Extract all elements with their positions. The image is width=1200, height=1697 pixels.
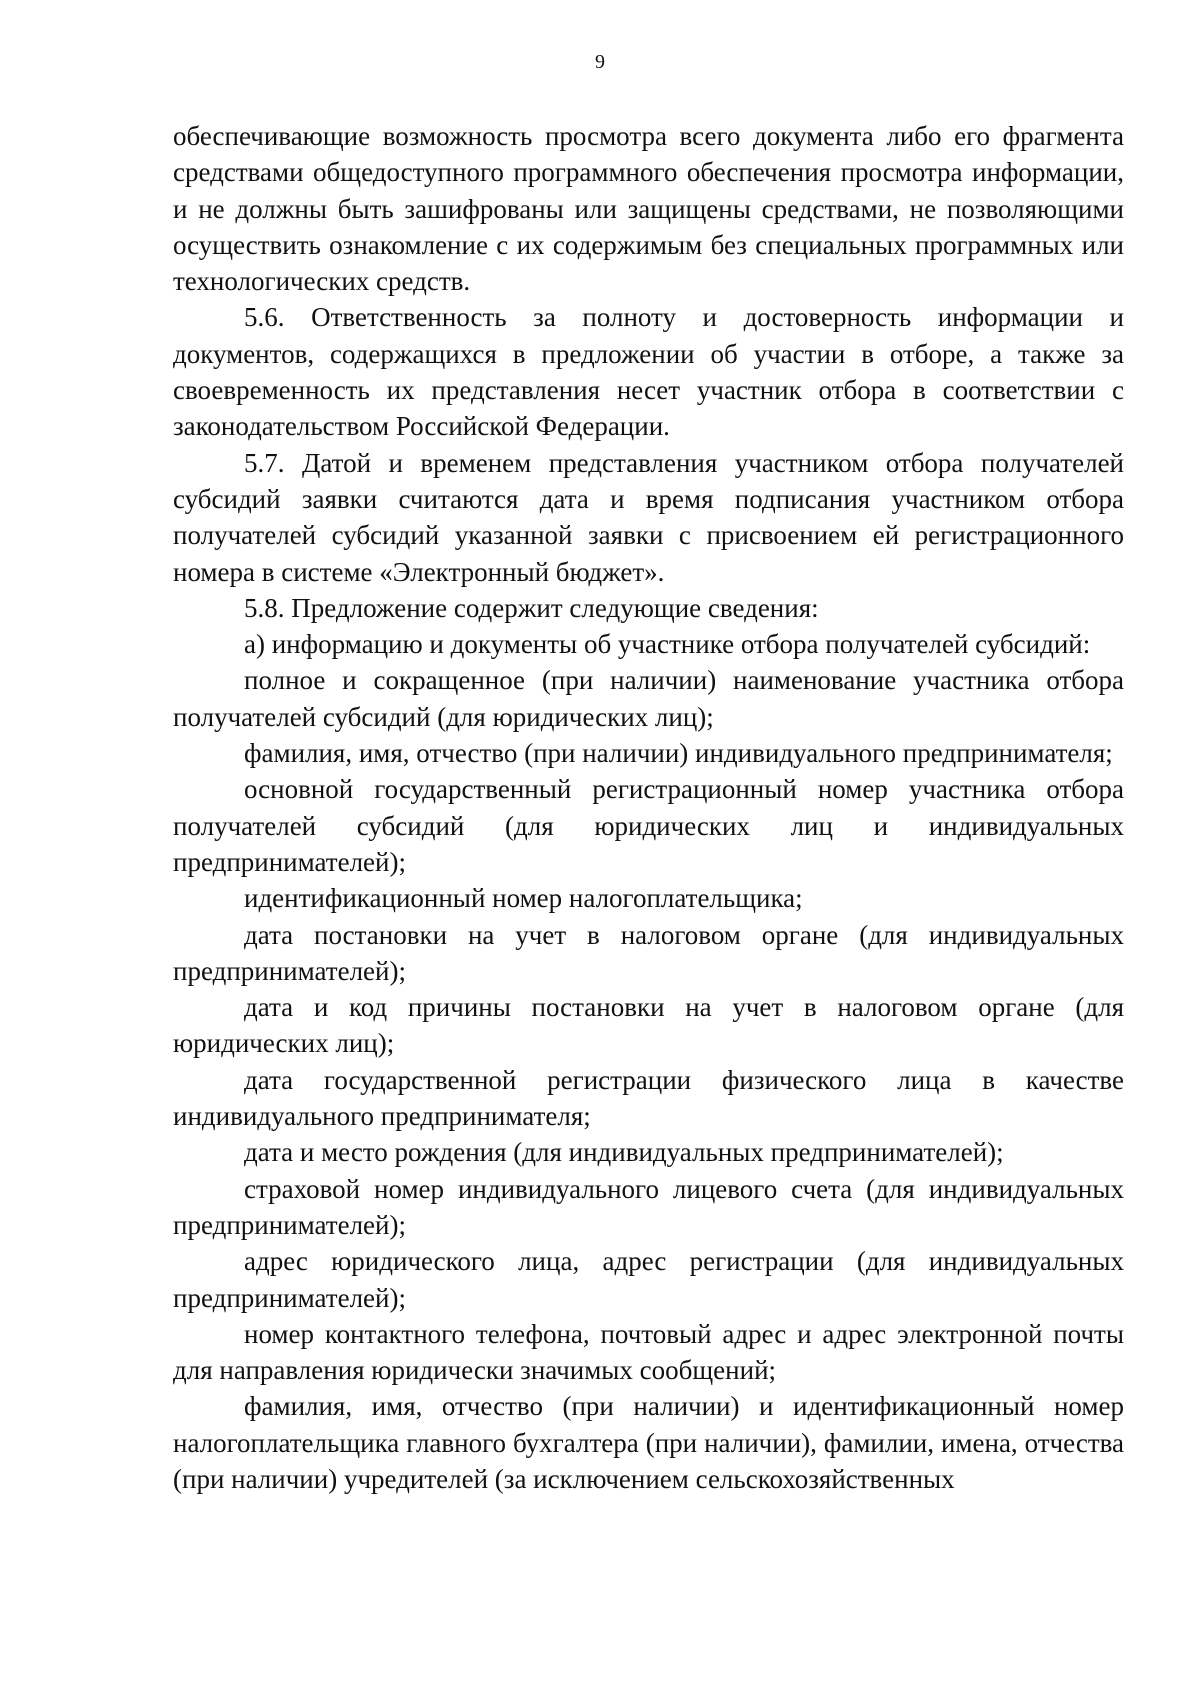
paragraph: дата государственной регистрации физического лица в качестве индивидуального предпринимателя; — [173, 1064, 1124, 1132]
paragraph: 5.8. Предложение содержит следующие сведения: — [244, 592, 819, 623]
page-number: 9 — [595, 51, 605, 73]
paragraph: полное и сокращенное (при наличии) наименование участника отбора получателей субсидий (для юридических лиц); — [173, 665, 1124, 732]
paragraph: страховой номер индивидуального лицевого счета (для индивидуальных предпринимателей); — [173, 1173, 1124, 1240]
paragraph: фамилия, имя, отчество (при наличии) и идентификационный номер налогоплательщика главного бухгалтера (при наличии), фамилии, имена, отчества (при наличии) учредителей (за исключением сельскохозяйственных — [173, 1391, 1124, 1494]
paragraph: идентификационный номер налогоплательщика; — [244, 883, 803, 914]
paragraph: фамилия, имя, отчество (при наличии) индивидуального предпринимателя; — [244, 738, 1113, 769]
paragraph: 5.6. Ответственность за полноту и достоверность информации и документов, содержащихся в предложении об участии в отборе, а также за своевременность их представления несет участник отбора в соответствии с законодательством Российской Федерации. — [173, 302, 1124, 442]
paragraph: основной государственный регистрационный номер участника отбора получателей субсидий (для юридических лиц и индивидуальных предпринимателей); — [173, 774, 1124, 877]
paragraph: адрес юридического лица, адрес регистрации (для индивидуальных предпринимателей); — [173, 1246, 1124, 1313]
paragraph: дата постановки на учет в налоговом органе (для индивидуальных предпринимателей); — [173, 919, 1124, 986]
paragraph: а) информацию и документы об участнике отбора получателей субсидий: — [244, 629, 1091, 660]
paragraph: номер контактного телефона, почтовый адрес и адрес электронной почты для направления юридически значимых сообщений; — [173, 1318, 1124, 1386]
document-body — [173, 118, 1124, 1497]
paragraph: дата и место рождения (для индивидуальных предпринимателей); — [244, 1137, 1004, 1168]
paragraph: 5.7. Датой и временем представления участником отбора получателей субсидий заявки считаются дата и время подписания участником отбора получателей субсидий указанной заявки с присвоением ей регистрационного номера в системе «Электронный бюджет». — [173, 447, 1124, 587]
paragraph: обеспечивающие возможность просмотра всего документа либо его фрагмента средствами общедоступного программного обеспечения просмотра информации, и не должны быть зашифрованы или защищены средствами, не позволяющими осуществить ознакомление с их содержимым без специальных программных или технологических средств. — [173, 121, 1124, 297]
paragraph: дата и код причины постановки на учет в налоговом органе (для юридических лиц); — [173, 992, 1124, 1059]
